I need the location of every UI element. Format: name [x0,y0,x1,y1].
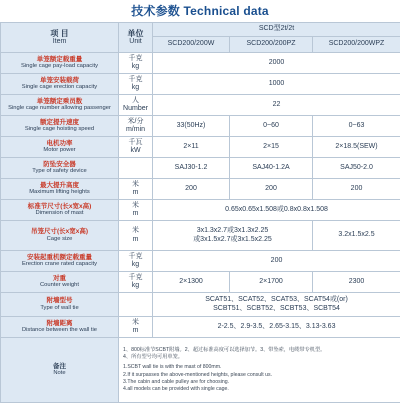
table-row [1,179,400,200]
row-value: 2-2.5、2.9-3.5、2.65-3.15、3.13-3.63 [153,317,400,338]
table-row [1,221,400,251]
row-value: 1000 [153,74,400,95]
row-value: SAJ30-1.2 [153,158,230,179]
row-label: 单笼额定乘员数 Single cage number allowing passenger [1,95,119,116]
row-unit: 千克 kg [119,74,153,95]
header-group: SCD型2t/2t [153,23,400,37]
row-unit: 米 m [119,317,153,338]
row-unit [119,293,153,317]
row-unit: 千克 kg [119,53,153,74]
row-unit [119,158,153,179]
table-row [1,251,400,272]
row-label: 单笼安装载荷 Single cage erection capacity [1,74,119,95]
row-value: 0~60 [230,116,313,137]
row-value: 200 [313,179,400,200]
table-row [1,53,400,74]
row-value: 2000 [153,53,400,74]
row-value: 22 [153,95,400,116]
row-unit: 米 m [119,179,153,200]
row-unit: 米 m [119,200,153,221]
table-row [1,272,400,293]
row-value: SAJ40-1.2A [230,158,313,179]
row-label: 对重 Counter weight [1,272,119,293]
header-item: 项 目 Item [1,23,119,53]
row-value: 3x1.3x2.7或3x1.3x2.25 或3x1.5x2.7或3x1.5x2.25 [153,221,313,251]
table-row [1,158,400,179]
spec-table [0,22,400,403]
table-row [1,116,400,137]
row-value: 2×11 [153,137,230,158]
row-value: 3.2x1.5x2.5 [313,221,400,251]
table-row [1,293,400,317]
note-row [1,338,400,403]
row-label: 安装起重机额定载重量 Erection crane rated capacity [1,251,119,272]
table-row [1,95,400,116]
row-value: 33(50Hz) [153,116,230,137]
row-value: 0~63 [313,116,400,137]
table-row [1,317,400,338]
row-value: 200 [153,251,400,272]
table-row [1,200,400,221]
row-value: 2300 [313,272,400,293]
row-value: 2×1300 [153,272,230,293]
table-row [1,74,400,95]
row-unit: 米 m [119,221,153,251]
row-label: 防坠安全器 Type of safety device [1,158,119,179]
note-label: 备注 Note [1,338,119,403]
row-label: 电机功率 Motor power [1,137,119,158]
row-value: 200 [230,179,313,200]
model-3: SCD200/200WPZ [313,37,400,53]
note-text: 1、800标准节SCBT附墙。2、超过标准高度可以选择加节。3、带坠索，电缆带专机型。 4、所有型号均可用单笼。 1.SCBT wall tie is with the mast of 800mm. 2.If it surpasses the above-mentioned heights, please consult us. 3.The cabin and cable pulley are for choosing. 4.all models can be provided with single cage. [119,338,400,403]
row-unit: 人 Number [119,95,153,116]
row-label: 吊笼尺寸(长x宽x高) Cage size [1,221,119,251]
row-unit: 米/分 m/min [119,116,153,137]
table-row [1,137,400,158]
row-unit: 千克 kg [119,272,153,293]
header-row [1,23,400,37]
model-1: SCD200/200W [153,37,230,53]
row-label: 附墙距离 Distance between the wall tie [1,317,119,338]
row-value: 2×18.5(SEW) [313,137,400,158]
row-value: SAJ50-2.0 [313,158,400,179]
row-unit: 千瓦 kW [119,137,153,158]
row-label: 最大提升高度 Maximum lifting heights [1,179,119,200]
row-unit: 千克 kg [119,251,153,272]
header-unit: 单位 Unit [119,23,153,53]
row-label: 额定提升速度 Single cage hoisting speed [1,116,119,137]
page-title: 技术参数 Technical data [0,0,400,22]
row-label: 标准节尺寸(长x宽x高) Dimension of mast [1,200,119,221]
row-label: 单笼额定载重量 Single cage pay-load capacity [1,53,119,74]
row-value: 2×1700 [230,272,313,293]
row-value: SCAT51、SCAT52、SCAT53、SCAT54或(or) SCBT51、SCBT52、SCBT53、SCBT54 [153,293,400,317]
row-label: 附墙型号 Type of wall tie [1,293,119,317]
model-2: SCD200/200PZ [230,37,313,53]
row-value: 0.65x0.65x1.508或0.8x0.8x1.508 [153,200,400,221]
row-value: 200 [153,179,230,200]
row-value: 2×15 [230,137,313,158]
